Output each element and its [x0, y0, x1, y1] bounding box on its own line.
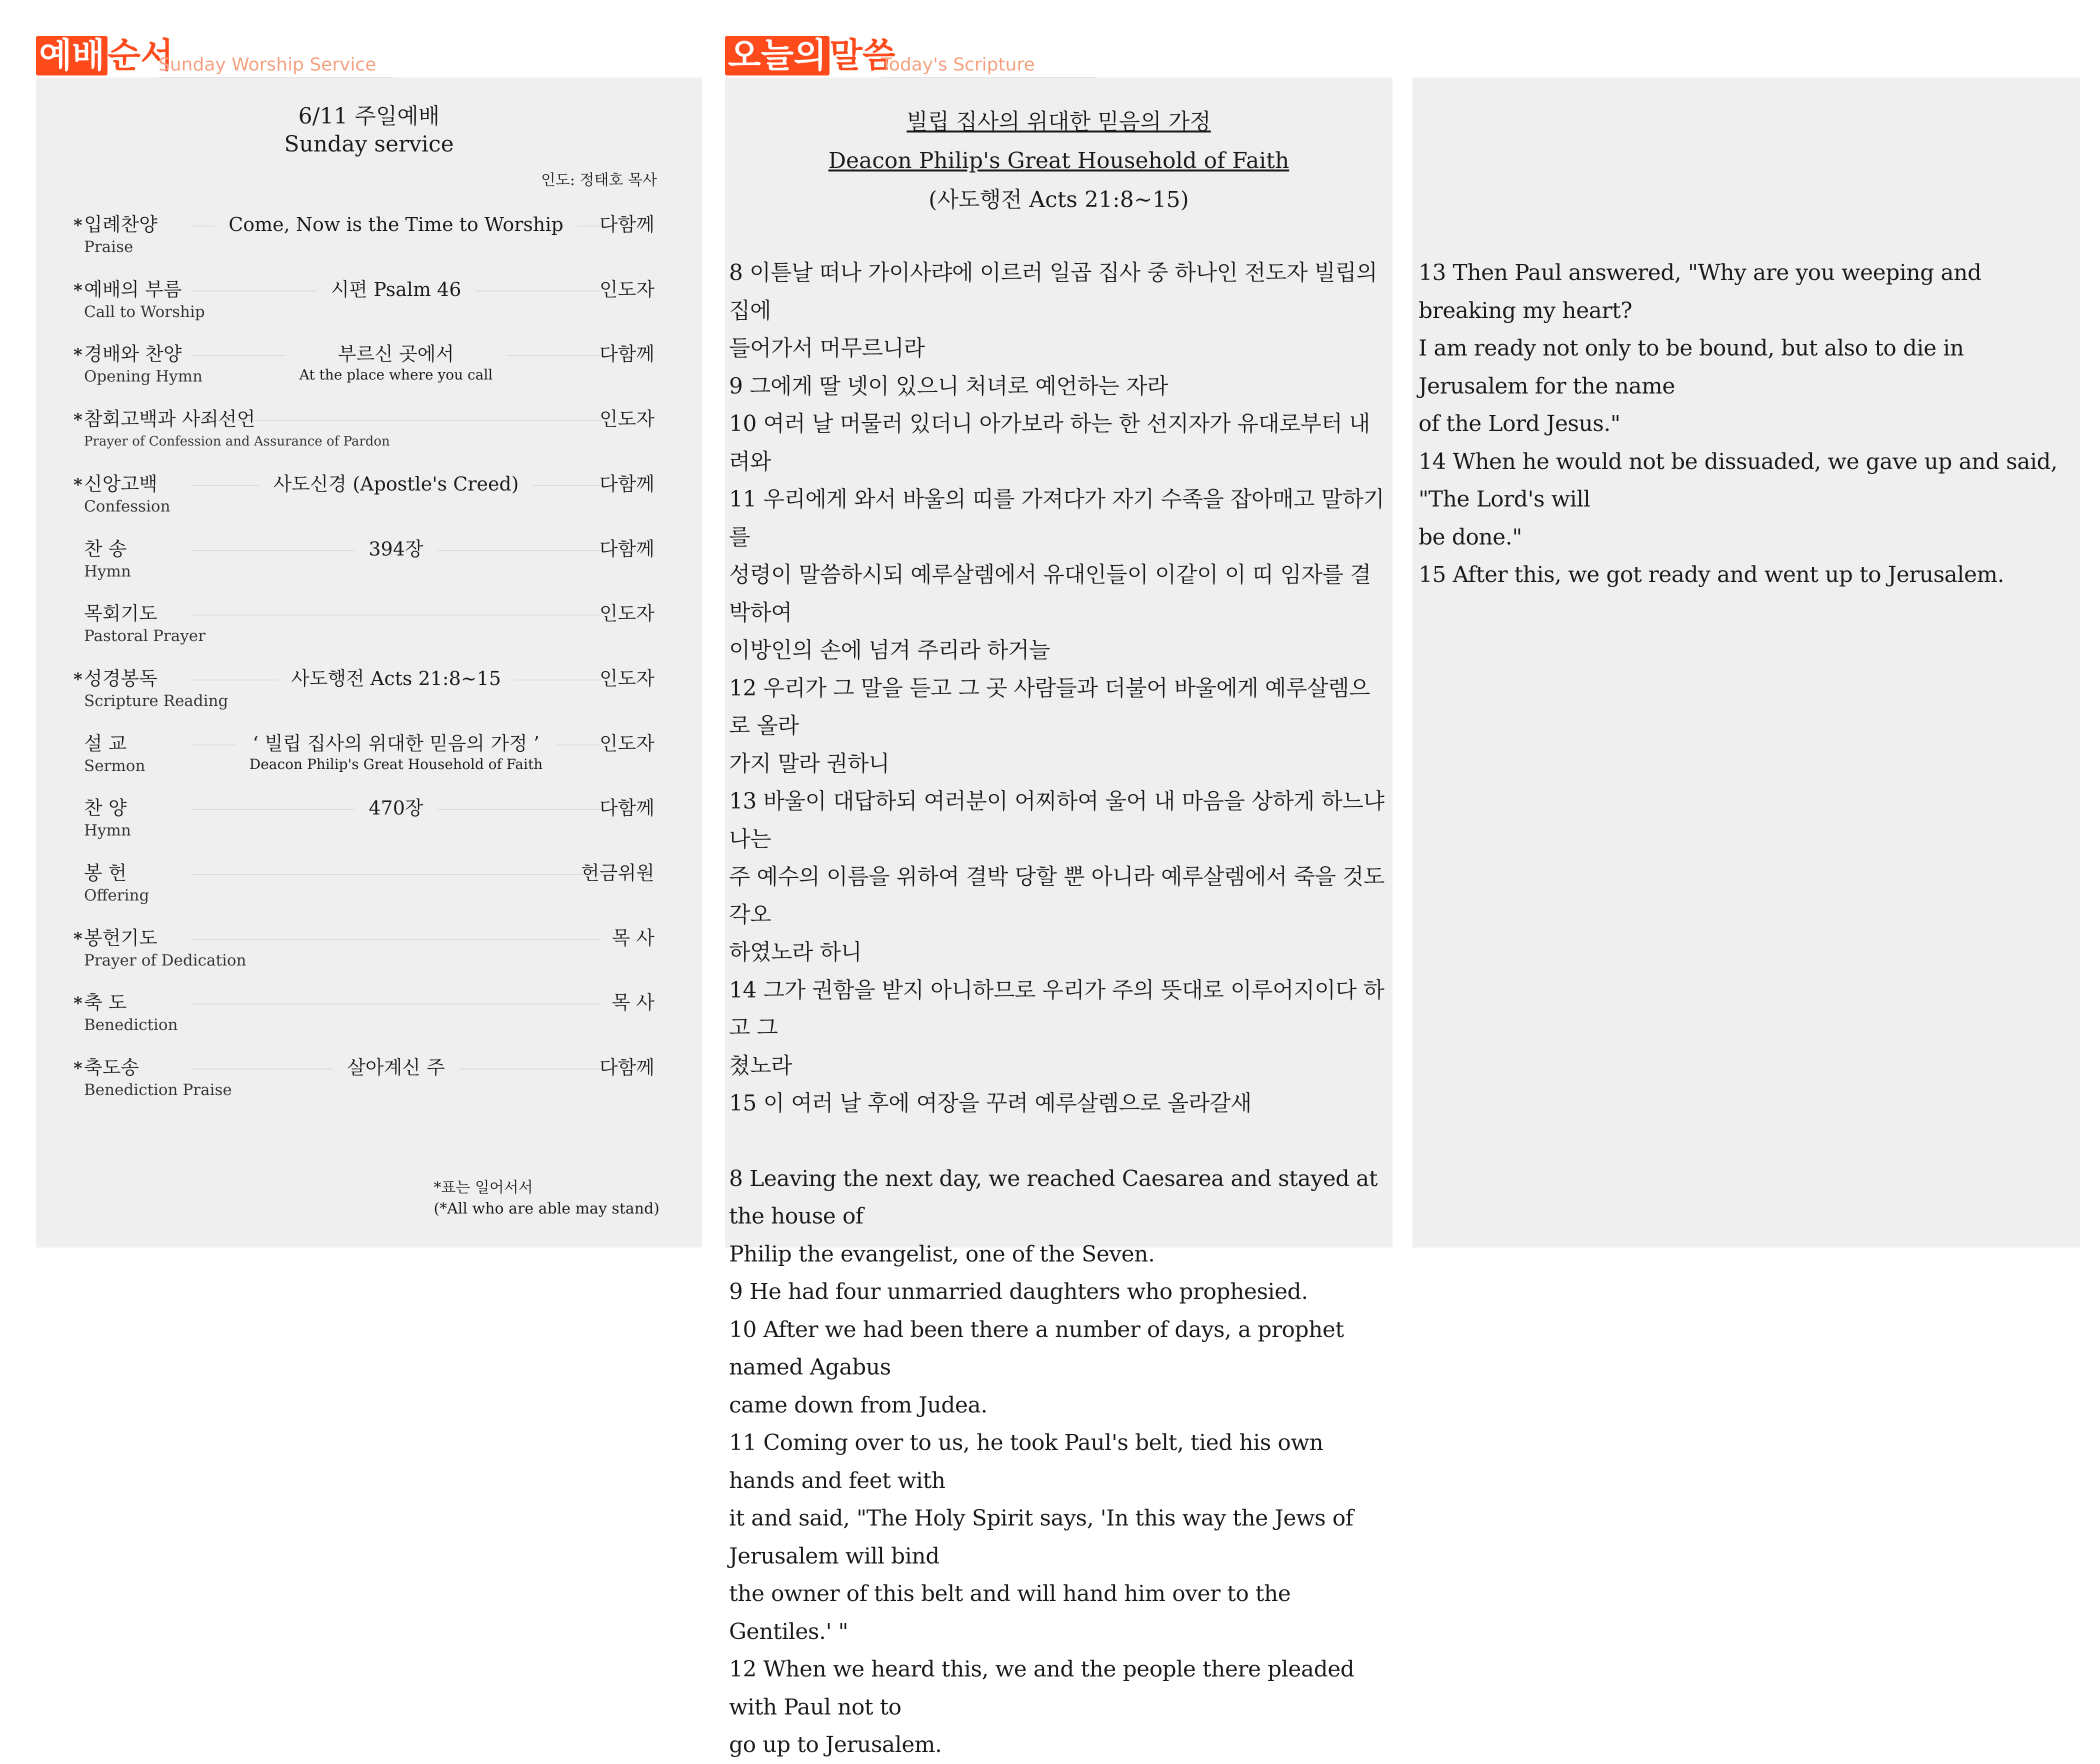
- stand-marker: *: [74, 1058, 82, 1079]
- item-name-ko: 봉 헌: [84, 862, 127, 884]
- scripture-reference: (사도행전 Acts 21:8~15): [928, 187, 1189, 212]
- stand-note-en: (*All who are able may stand): [434, 1200, 660, 1218]
- verse-line-en: it and said, "The Holy Spirit says, 'In this way the Jews of Jerusalem will bind: [729, 1506, 1354, 1569]
- service-item: [36, 926, 702, 991]
- item-detail: [214, 212, 578, 236]
- stand-note-ko: *표는 일어서서: [434, 1179, 533, 1196]
- item-participant: 다함께: [599, 472, 654, 495]
- verse-line-ko: 가지 말라 권하니: [729, 750, 890, 776]
- item-name-ko: 신앙고백: [84, 472, 158, 495]
- item-name-en: Scripture Reading: [84, 692, 228, 710]
- verse-line-en: go up to Jerusalem.: [729, 1732, 942, 1758]
- item-name-en: Prayer of Confession and Assurance of Pardon: [84, 434, 390, 450]
- item-participant: 다함께: [599, 797, 654, 820]
- sermon-title-en-text: Deacon Philip's Great Household of Faith: [828, 148, 1290, 174]
- item-detail: [286, 342, 507, 384]
- item-detail-main: 시편 Psalm 46: [330, 278, 462, 300]
- stand-marker: *: [74, 669, 82, 690]
- item-participant: 다함께: [599, 343, 654, 366]
- verse-line-en: be done.": [1418, 524, 1522, 550]
- item-name-ko: 축도송: [84, 1056, 140, 1079]
- service-item: [36, 796, 702, 861]
- item-detail-main: 394장: [368, 538, 424, 560]
- verse-line-ko: 12 우리가 그 말을 듣고 그 곳 사람들과 더불어 바울에게 예루살렘으로 올라: [729, 675, 1370, 738]
- scripture-verses-continued: [1418, 254, 2078, 594]
- item-detail-main: 사도행전 Acts 21:8~15: [290, 667, 502, 690]
- verse-line-ko: 들어가서 머무르니라: [729, 336, 925, 361]
- item-detail: [277, 666, 515, 690]
- stand-note: [434, 1178, 660, 1220]
- item-name-en: Benediction Praise: [84, 1081, 232, 1100]
- verse-line-ko: 주 예수의 이름을 위하여 결박 당할 뿐 아니라 예루살렘에서 죽을 것도 각오: [729, 864, 1384, 928]
- verse-line-ko: 15 이 여러 날 후에 여장을 꾸려 예루살렘으로 올라갈새: [729, 1090, 1252, 1116]
- item-name-ko: 봉헌기도: [84, 926, 158, 949]
- item-name-en: Sermon: [84, 756, 146, 775]
- item-name-ko: 경배와 찬양: [84, 343, 182, 366]
- stand-marker: *: [74, 280, 82, 300]
- service-title-en: Sunday service: [284, 132, 454, 157]
- scripture-header: [725, 35, 1375, 80]
- service-item: [36, 342, 702, 407]
- verse-line-ko: 9 그에게 딸 넷이 있으니 처녀로 예언하는 자라: [729, 373, 1168, 399]
- sermon-title-ko: [725, 102, 1392, 142]
- verse-line-en: the owner of this belt and will hand him over to the Gentiles.' ": [729, 1581, 1291, 1644]
- verse-line-ko: 10 여러 날 머물러 있더니 아가보라 하는 한 선지자가 유대로부터 내려와: [729, 411, 1370, 474]
- verse-line-ko: 13 바울이 대답하되 여러분이 어찌하여 울어 내 마음을 상하게 하느냐 나는: [729, 788, 1384, 852]
- item-detail: [259, 472, 532, 496]
- scripture-heading-box: 오늘의: [725, 36, 830, 76]
- item-participant: 인도자: [599, 408, 654, 430]
- service-item: [36, 666, 702, 732]
- verse-line-en: Philip the evangelist, one of the Seven.: [729, 1241, 1155, 1267]
- verse-line-en: 8 Leaving the next day, we reached Caesarea and stayed at the house of: [729, 1166, 1378, 1229]
- item-name-ko: 설 교: [84, 732, 127, 754]
- language-gap: [729, 1122, 1389, 1160]
- item-detail-main: 부르신 곳에서: [338, 343, 454, 366]
- verse-line-ko: 쳤노라: [729, 1052, 792, 1078]
- item-detail-main: 사도신경 (Apostle's Creed): [273, 472, 519, 495]
- service-leader: 인도: 정태호 목사: [540, 172, 657, 189]
- stand-marker: *: [74, 345, 82, 366]
- item-name-en: Confession: [84, 497, 170, 516]
- item-detail-main: 470장: [368, 797, 424, 820]
- leader-dots: [191, 614, 601, 616]
- worship-order-subheading: Sunday Worship Service: [158, 54, 376, 75]
- scripture-heading-rest: 말씀: [830, 36, 896, 76]
- item-name-ko: 찬 양: [84, 797, 127, 820]
- item-name-en: Hymn: [84, 822, 131, 840]
- service-item: [36, 472, 702, 537]
- item-participant: 다함께: [599, 214, 654, 236]
- verse-line-ko: 14 그가 권함을 받지 아니하므로 우리가 주의 뜻대로 이루어지이다 하고 그: [729, 977, 1384, 1040]
- service-item: [36, 537, 702, 602]
- item-name-en: Benediction: [84, 1016, 178, 1034]
- item-detail-main: ‘ 빌립 집사의 위대한 믿음의 가정 ’: [252, 732, 540, 754]
- verse-line-en: of the Lord Jesus.": [1418, 411, 1620, 436]
- item-participant: 인도자: [599, 602, 654, 625]
- item-name-ko: 입례찬양: [84, 214, 158, 236]
- item-participant: 인도자: [599, 667, 654, 690]
- leader-dots: [191, 874, 601, 875]
- item-name-ko: 참회고백과 사죄선언: [84, 408, 256, 430]
- item-name-en: Opening Hymn: [84, 368, 203, 386]
- verse-line-ko: 11 우리에게 와서 바울의 띠를 가져다가 자기 수족을 잡아매고 말하기를: [729, 486, 1384, 550]
- stand-marker: *: [74, 928, 82, 949]
- stand-marker: *: [74, 474, 82, 495]
- item-participant: 인도자: [599, 732, 654, 754]
- verse-line-en: 13 Then Paul answered, "Why are you weeping and breaking my heart?: [1418, 260, 1982, 324]
- worship-heading-rest: 순서: [108, 36, 174, 76]
- item-participant: 다함께: [599, 1056, 654, 1079]
- item-detail-main: Come, Now is the Time to Worship: [228, 214, 564, 236]
- worship-order-heading: [36, 35, 174, 77]
- verse-line-ko: 이방인의 손에 넘겨 주리라 하거늘: [729, 638, 1050, 663]
- item-detail: [236, 732, 556, 774]
- item-participant: 헌금위원: [581, 862, 654, 884]
- item-name-en: Offering: [84, 886, 150, 904]
- order-of-service-panel: [36, 78, 702, 1248]
- item-name-en: Pastoral Prayer: [84, 627, 206, 646]
- item-name-en: Praise: [84, 238, 134, 256]
- item-detail: [333, 1056, 459, 1080]
- verse-line-en: 10 After we had been there a number of days, a prophet named Agabus: [729, 1316, 1344, 1380]
- verse-line-en: 14 When he would not be dissuaded, we gave up and said, "The Lord's will: [1418, 448, 2058, 512]
- verse-line-ko: 하였노라 하니: [729, 940, 862, 965]
- worship-order-header: [36, 35, 666, 80]
- verse-line-en: 15 After this, we got ready and went up to Jerusalem.: [1418, 562, 2004, 588]
- item-detail: [317, 278, 476, 302]
- item-detail: [354, 537, 437, 561]
- service-item: [36, 990, 702, 1056]
- item-name-en: Prayer of Dedication: [84, 951, 246, 970]
- leader-dots: [191, 939, 601, 940]
- item-detail-sub: Deacon Philip's Great Household of Faith: [249, 756, 543, 772]
- sermon-title-en: [725, 142, 1392, 180]
- verse-line-ko: 8 이튿날 떠나 가이사랴에 이르러 일곱 집사 중 하나인 전도자 빌립의 집에: [729, 260, 1378, 324]
- stand-marker: *: [74, 410, 82, 430]
- stand-marker: *: [74, 216, 82, 236]
- verse-line-ko: 성령이 말씀하시되 예루살렘에서 유대인들이 이같이 이 띠 임자를 결박하여: [729, 562, 1371, 626]
- service-item: [36, 212, 702, 278]
- item-participant: 인도자: [599, 278, 654, 300]
- scripture-subheading: Today's Scripture: [881, 54, 1035, 75]
- verse-line-en: 11 Coming over to us, he took Paul's belt, tied his own hands and feet with: [729, 1430, 1324, 1494]
- service-item: [36, 861, 702, 926]
- item-participant: 목 사: [612, 926, 654, 949]
- item-name-ko: 성경봉독: [84, 667, 158, 690]
- verse-line-en: came down from Judea.: [729, 1392, 988, 1418]
- stand-marker: *: [74, 994, 82, 1014]
- scripture-heading: [725, 35, 895, 77]
- service-item: [36, 732, 702, 796]
- service-title-ko: 6/11 주일예배: [298, 104, 440, 129]
- item-participant: 다함께: [599, 538, 654, 560]
- verse-line-en: 12 When we heard this, we and the people there pleaded with Paul not to: [729, 1656, 1354, 1720]
- sermon-title-ko-text: 빌립 집사의 위대한 믿음의 가정: [906, 109, 1211, 134]
- worship-heading-box: 예배: [36, 36, 108, 76]
- service-item: [36, 278, 702, 342]
- item-detail-sub: At the place where you call: [299, 366, 493, 384]
- scripture-continued-panel: [1412, 78, 2080, 1248]
- item-name-ko: 목회기도: [84, 602, 158, 625]
- item-name-en: Hymn: [84, 562, 131, 580]
- item-participant: 목 사: [612, 992, 654, 1014]
- service-item: [36, 602, 702, 666]
- item-name-ko: 찬 송: [84, 538, 127, 560]
- service-item: [36, 1056, 702, 1120]
- service-item: [36, 407, 702, 472]
- verse-line-en: 9 He had four unmarried daughters who prophesied.: [729, 1279, 1308, 1304]
- item-name-ko: 축 도: [84, 992, 127, 1014]
- item-detail: [354, 796, 437, 820]
- item-name-ko: 예배의 부름: [84, 278, 182, 300]
- item-name-en: Call to Worship: [84, 302, 205, 321]
- item-detail-main: 살아계신 주: [347, 1056, 445, 1079]
- scripture-verses: [729, 254, 1389, 1764]
- verse-line-en: I am ready not only to be bound, but also to die in Jerusalem for the name: [1418, 336, 1964, 399]
- scripture-panel: [725, 78, 1392, 1758]
